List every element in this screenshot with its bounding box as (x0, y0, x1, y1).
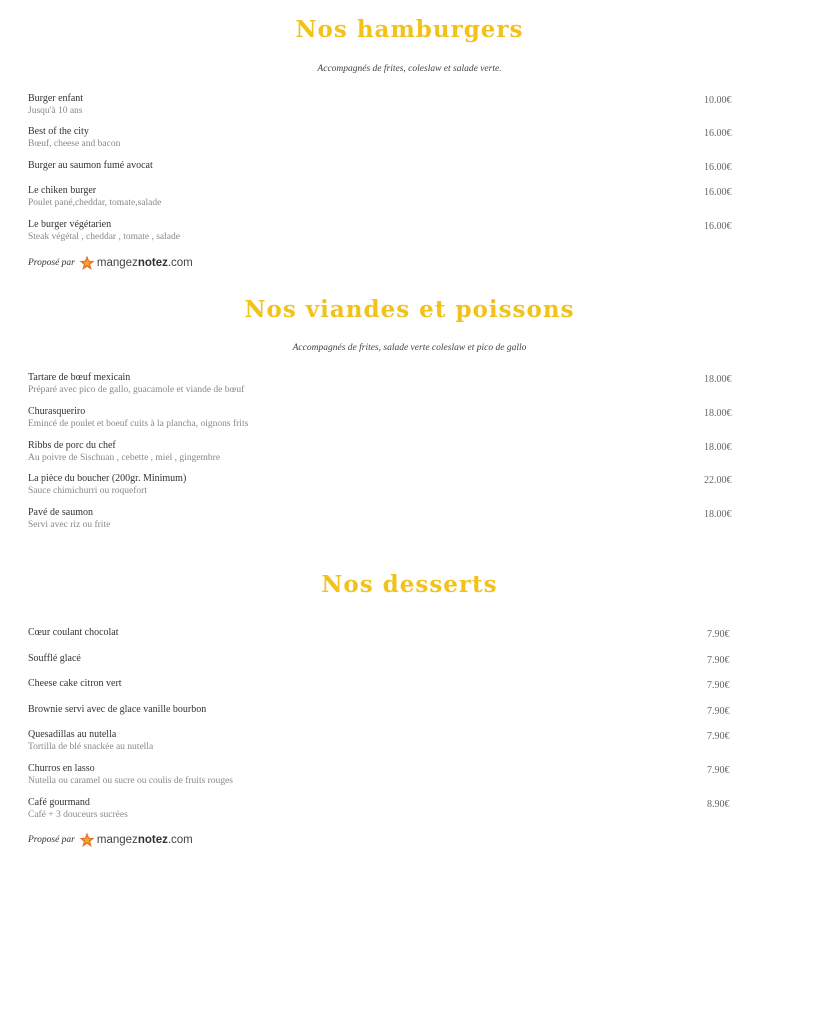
item-name: Ribbs de porc du chef (28, 440, 116, 451)
item-price: 7.90€ (707, 706, 730, 717)
proposed-by (28, 832, 193, 848)
item-description: Sauce chimichurri ou roquefort (28, 486, 147, 496)
section-title-viandes: Nos viandes et poissons (244, 296, 575, 323)
item-description: Servi avec riz ou frite (28, 520, 111, 530)
item-price: 22.00€ (704, 475, 732, 486)
section-subtitle-hamburgers: Accompagnés de frites, coleslaw et salade verte. (317, 64, 502, 74)
proposed-by (28, 255, 193, 271)
item-description: Bœuf, cheese and bacon (28, 139, 121, 149)
menu-item (28, 184, 748, 210)
logo-text: mangeznotez.com (96, 257, 193, 269)
section-title-desserts: Nos desserts (321, 571, 498, 598)
item-description: Jusqu'à 10 ans (28, 106, 83, 116)
item-description: Café + 3 douceurs sucrées (28, 810, 128, 820)
menu-item (28, 677, 748, 690)
item-name: Cheese cake citron vert (28, 678, 122, 689)
menu-item (28, 125, 748, 151)
item-price: 7.90€ (707, 629, 730, 640)
item-description: Préparé avec pico de gallo, guacamole et viande de bœuf (28, 385, 245, 395)
item-name: Pavé de saumon (28, 507, 93, 518)
logo-text: mangeznotez.com (96, 834, 193, 846)
item-price: 18.00€ (704, 509, 732, 520)
item-name: Soufflé glacé (28, 653, 81, 664)
item-price: 7.90€ (707, 765, 730, 776)
item-price: 18.00€ (704, 374, 732, 385)
item-price: 18.00€ (704, 442, 732, 453)
menu-item (28, 159, 748, 172)
menu-item (28, 506, 748, 532)
item-name: Quesadillas au nutella (28, 729, 117, 740)
proposed-label: Proposé par (28, 835, 75, 845)
item-price: 16.00€ (704, 187, 732, 198)
item-name: Churasqueriro (28, 406, 86, 417)
item-name: Café gourmand (28, 797, 90, 808)
item-price: 16.00€ (704, 128, 732, 139)
item-description: Tortilla de blé snackée au nutella (28, 742, 154, 752)
item-name: La pièce du boucher (200gr. Minimum) (28, 473, 187, 484)
item-price: 10.00€ (704, 95, 732, 106)
menu-item (28, 405, 748, 431)
proposed-label: Proposé par (28, 258, 75, 268)
item-price: 7.90€ (707, 655, 730, 666)
menu-item (28, 728, 748, 754)
menu-item (28, 796, 748, 822)
section-subtitle-viandes: Accompagnés de frites, salade verte coleslaw et pico de gallo (292, 343, 527, 353)
item-name: Brownie servi avec de glace vanille bourbon (28, 704, 207, 715)
item-description: Au poivre de Sischuan , cebette , miel , gingembre (28, 453, 221, 463)
item-description: Nutella ou caramel ou sucre ou coulis de fruits rouges (28, 776, 233, 786)
menu-item (28, 472, 748, 498)
menu-item (28, 371, 748, 397)
menu-item (28, 762, 748, 788)
item-name: Churros en lasso (28, 763, 95, 774)
menu-item (28, 218, 748, 244)
item-description: Steak végétal , cheddar , tomate , salade (28, 232, 180, 242)
item-price: 16.00€ (704, 162, 732, 173)
item-name: Burger au saumon fumé avocat (28, 160, 153, 171)
item-name: Burger enfant (28, 93, 84, 104)
menu-item (28, 92, 748, 118)
menu-item (28, 703, 748, 716)
item-price: 16.00€ (704, 221, 732, 232)
menu-item (28, 626, 748, 639)
item-name: Cœur coulant chocolat (28, 627, 119, 638)
item-price: 8.90€ (707, 799, 730, 810)
star-logo-icon (79, 255, 95, 271)
item-price: 18.00€ (704, 408, 732, 419)
item-price: 7.90€ (707, 731, 730, 742)
item-description: Poulet pané,cheddar, tomate,salade (28, 198, 162, 208)
item-name: Best of the city (28, 126, 89, 137)
item-name: Le burger végétarien (28, 219, 112, 230)
star-logo-icon (79, 832, 95, 848)
item-description: Emincé de poulet et boeuf cuits à la plancha, oignons frits (28, 419, 249, 429)
item-name: Le chiken burger (28, 185, 97, 196)
item-price: 7.90€ (707, 680, 730, 691)
menu-item (28, 652, 748, 665)
item-name: Tartare de bœuf mexicain (28, 372, 131, 383)
section-title-hamburgers: Nos hamburgers (295, 16, 524, 43)
menu-item (28, 439, 748, 465)
